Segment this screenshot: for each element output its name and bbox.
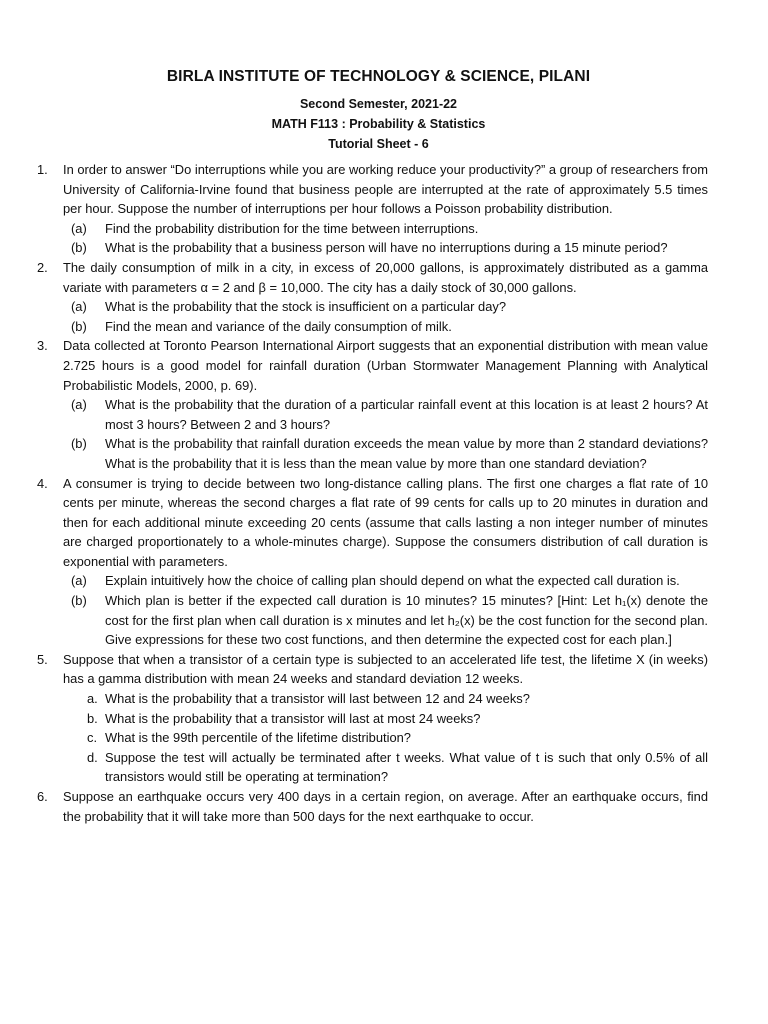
question-body (63, 787, 708, 826)
question-text: The daily consumption of milk in a city, in excess of 20,000 gallons, is approximately distributed as a gamma variate with parameters α = 2 and β = 10,000. The city has a daily stock of 30,000 gallons. (63, 259, 708, 295)
question-text: Suppose an earthquake occurs very 400 days in a certain region, on average. After an earthquake occurs, find the probability that it will take more than 500 days for the next earthquake to occur. (63, 789, 708, 824)
sub-question-text: What is the probability that a business person will have no interruptions during a 15 minute period? (105, 240, 668, 256)
question-item (37, 474, 708, 650)
sub-question-label: a. (87, 691, 98, 707)
sub-question (71, 219, 708, 239)
question-number: 1. (37, 162, 48, 177)
sub-question-label: (a) (71, 573, 87, 589)
document-header (49, 68, 708, 154)
sub-question-label: (b) (71, 436, 87, 452)
sub-question (71, 591, 708, 650)
question-body (63, 258, 708, 336)
sub-question-text: What is the probability that rainfall duration exceeds the mean value by more than 2 standard deviations? What is the probability that it is less than the mean value by more than one standard deviation? (105, 436, 708, 471)
question-item (37, 650, 708, 787)
semester-line: Second Semester, 2021-22 (299, 97, 458, 111)
question-number: 3. (37, 338, 48, 354)
sub-question-list (63, 297, 708, 336)
sub-question-label: d. (87, 749, 98, 765)
question-text: A consumer is trying to decide between two long-distance calling plans. The first one charges a flat rate of 10 cents per minute, whereas the second charges a flat rate of 99 cents for calls up to 20 minutes in duration and then for each additional minute exceeding 20 cents (assume that calls lasting a non integer number of minutes are charged proportionately to a whole-minutes charge). Suppose the consumers distribution of call duration is exponential with parameters. (63, 475, 708, 569)
question-text: Suppose that when a transistor of a certain type is subjected to an accelerated life test, the lifetime X (in weeks) has a gamma distribution with mean 24 weeks and standard deviation 12 weeks. (63, 651, 708, 687)
sub-question (87, 748, 708, 787)
sub-question-label: b. (87, 710, 98, 726)
question-item (37, 336, 708, 473)
question-item (37, 258, 708, 336)
sub-question (71, 317, 708, 337)
sub-question-label: (a) (71, 220, 87, 236)
course-line: MATH F113 : Probability & Statistics (271, 117, 486, 131)
sub-question-text: Find the probability distribution for the time between interruptions. (105, 220, 479, 236)
sub-question-text: What is the 99th percentile of the lifetime distribution? (105, 730, 411, 746)
sub-question-text: What is the probability that a transistor will last at most 24 weeks? (105, 710, 481, 726)
sub-question (71, 571, 708, 591)
sub-question-text: Explain intuitively how the choice of calling plan should depend on what the expected call duration is. (105, 573, 680, 589)
sub-question-label: (b) (71, 318, 87, 334)
institution-title: BIRLA INSTITUTE OF TECHNOLOGY & SCIENCE, PILANI (166, 68, 591, 85)
sub-question (71, 434, 708, 473)
question-body (63, 650, 708, 787)
sub-question-label: (a) (71, 397, 87, 413)
sub-question-label: (b) (71, 593, 87, 609)
question-number: 6. (37, 789, 48, 804)
sub-question-list (63, 219, 708, 258)
sub-question (87, 728, 708, 748)
sub-question-label: (b) (71, 240, 87, 256)
sub-question-label: (a) (71, 299, 87, 315)
sub-question-text: Suppose the test will actually be terminated after t weeks. What value of t is such that only 0.5% of all transistors would still be operating at termination? (105, 749, 708, 785)
sub-question-text: What is the probability that the stock is insufficient on a particular day? (105, 299, 507, 315)
sub-question-text: What is the probability that the duration of a particular rainfall event at this location is at least 2 hours? At most 3 hours? Between 2 and 3 hours? (105, 397, 708, 432)
sub-question-list (63, 395, 708, 473)
question-number: 2. (37, 259, 48, 275)
sub-question-label: c. (87, 730, 98, 746)
sub-question (71, 238, 708, 258)
question-item (37, 160, 708, 258)
sheet-line: Tutorial Sheet - 6 (328, 137, 429, 151)
question-body (63, 474, 708, 650)
question-list (37, 160, 708, 826)
question-body (63, 336, 708, 473)
sub-question-text: What is the probability that a transistor will last between 12 and 24 weeks? (105, 691, 530, 707)
question-number: 4. (37, 475, 48, 491)
sub-question (87, 709, 708, 729)
sub-question (71, 297, 708, 317)
question-body (63, 160, 708, 258)
question-text: In order to answer “Do interruptions while you are working reduce your productivity?” a group of researchers from University of California-Irvine found that business people are interrupted at the rate of approximately 5.5 times per hour. Suppose the number of interruptions per hour follows a Poisson probability distribution. (63, 162, 708, 217)
question-text: Data collected at Toronto Pearson International Airport suggests that an exponential distribution with mean value 2.725 hours is a good model for rainfall duration (Urban Stormwater Management Planning with Analytical Probabilistic Models, 2000, p. 69). (63, 338, 708, 393)
sub-question (87, 689, 708, 709)
sub-question (71, 395, 708, 434)
sub-question-text: Find the mean and variance of the daily consumption of milk. (105, 318, 452, 334)
question-number: 5. (37, 651, 48, 667)
sub-question-list (63, 571, 708, 649)
sub-question-list (63, 689, 708, 787)
question-item (37, 787, 708, 826)
sub-question-text: Which plan is better if the expected call duration is 10 minutes? 15 minutes? [Hint: Let h₁(x) denote the cost for the first plan when call duration is x minutes and let h₂(x) be the cost function for the second plan. Give expressions for these two cost functions, and then determine the expected cost for each plan.] (105, 593, 708, 648)
